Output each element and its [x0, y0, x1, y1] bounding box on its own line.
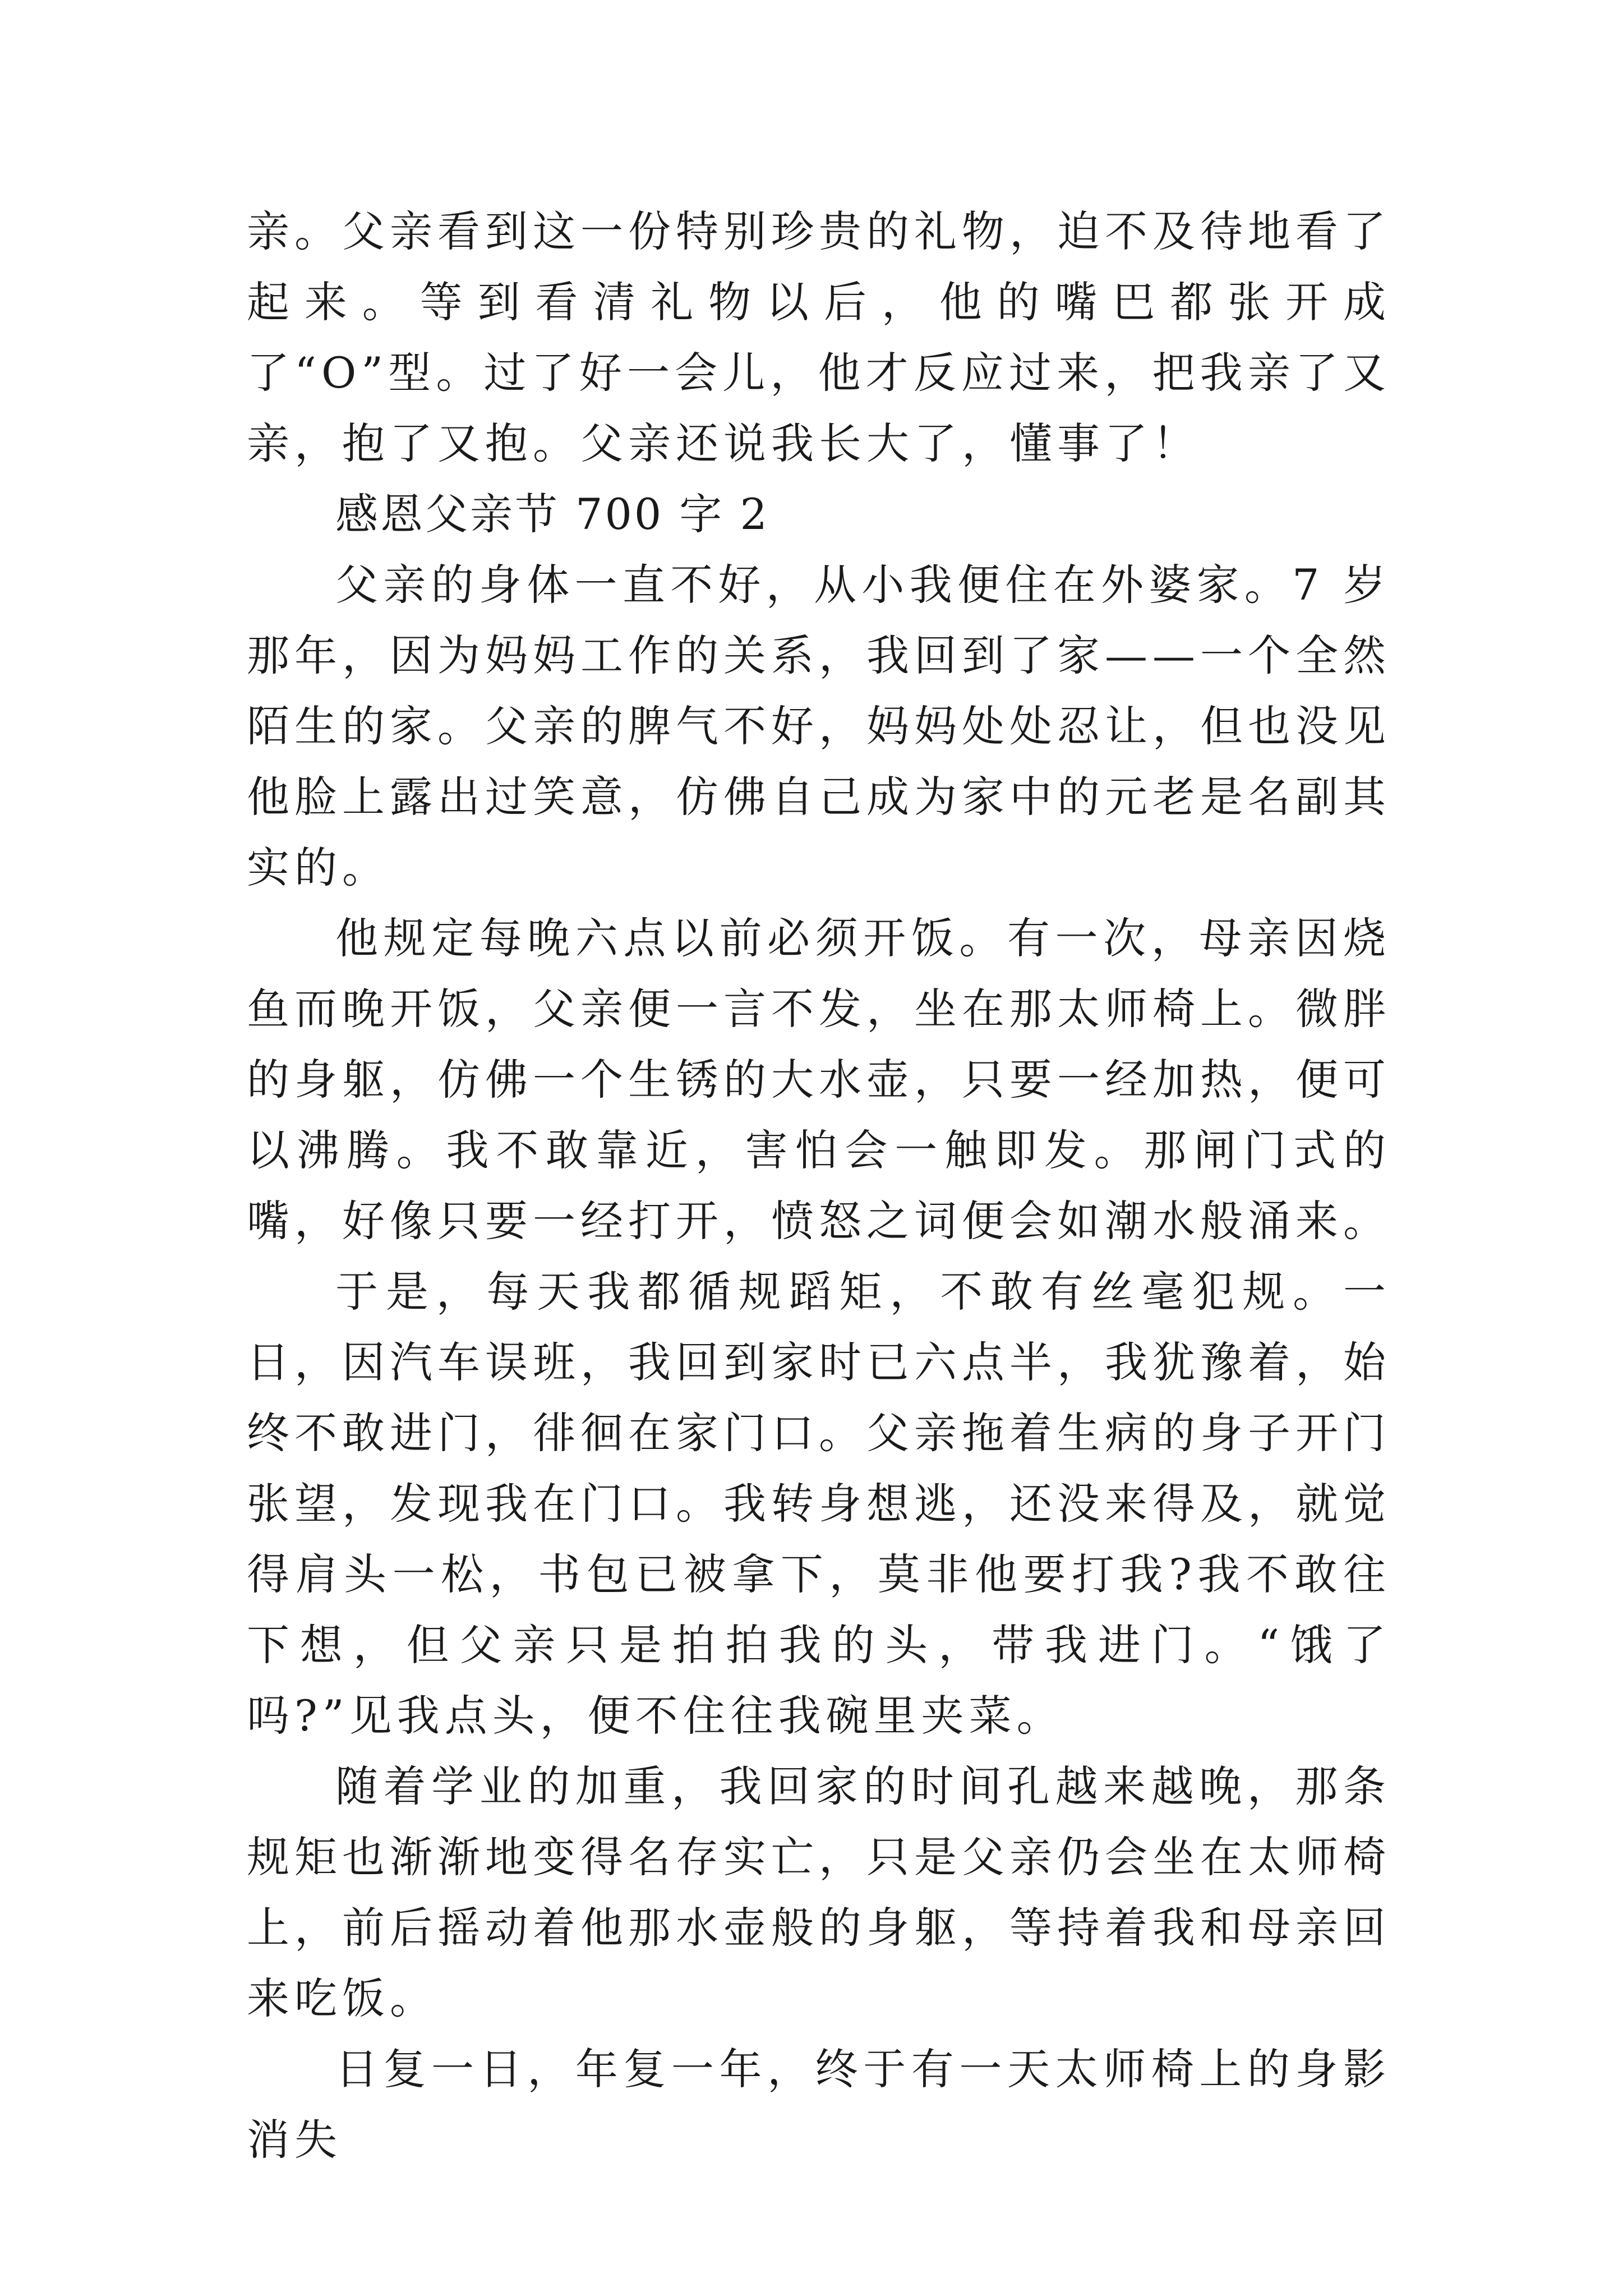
paragraph: 随着学业的加重，我回家的时间孔越来越晚，那条规矩也渐渐地变得名存实亡，只是父亲仍会坐在太师椅上，前后摇动着他那水壶般的身躯，等持着我和母亲回来吃饭。 — [247, 1761, 1391, 2023]
paragraph-continuation: 亲。父亲看到这一份特别珍贵的礼物，迫不及待地看了起来。等到看清礼物以后，他的嘴巴都张开成了“O”型。过了好一会儿，他才反应过来，把我亲了又亲，抱了又抱。父亲还说我长大了，懂事了！ — [247, 206, 1391, 468]
paragraph-last: 日复一日，年复一年，终于有一天太师椅上的身影消失 — [247, 2044, 1391, 2165]
document-body — [247, 196, 1391, 2175]
section-heading: 感恩父亲节 700 字 2 — [335, 489, 769, 539]
paragraph: 父亲的身体一直不好，从小我便住在外婆家。7 岁那年，因为妈妈工作的关系，我回到了家——一个全然陌生的家。父亲的脾气不好，妈妈处处忍让，但也没见他脸上露出过笑意，仿佛自己成为家中的元老是名副其实的。 — [247, 560, 1391, 892]
paragraph: 于是，每天我都循规蹈矩，不敢有丝毫犯规。一日，因汽车误班，我回到家时已六点半，我犹豫着，始终不敢进门，徘徊在家门口。父亲拖着生病的身子开门张望，发现我在门口。我转身想逃，还没来得及，就觉得肩头一松，书包已被拿下，莫非他要打我?我不敢往下想，但父亲只是拍拍我的头，带我进门。“饿了吗?”见我点头，便不住往我碗里夹菜。 — [247, 1267, 1391, 1741]
paragraph: 他规定每晚六点以前必须开饭。有一次，母亲因烧鱼而晚开饭，父亲便一言不发，坐在那太师椅上。微胖的身躯，仿佛一个生锈的大水壶，只要一经加热，便可以沸腾。我不敢靠近，害怕会一触即发。那闸门式的嘴，好像只要一经打开，愤怒之词便会如潮水般涌来。 — [247, 913, 1391, 1246]
